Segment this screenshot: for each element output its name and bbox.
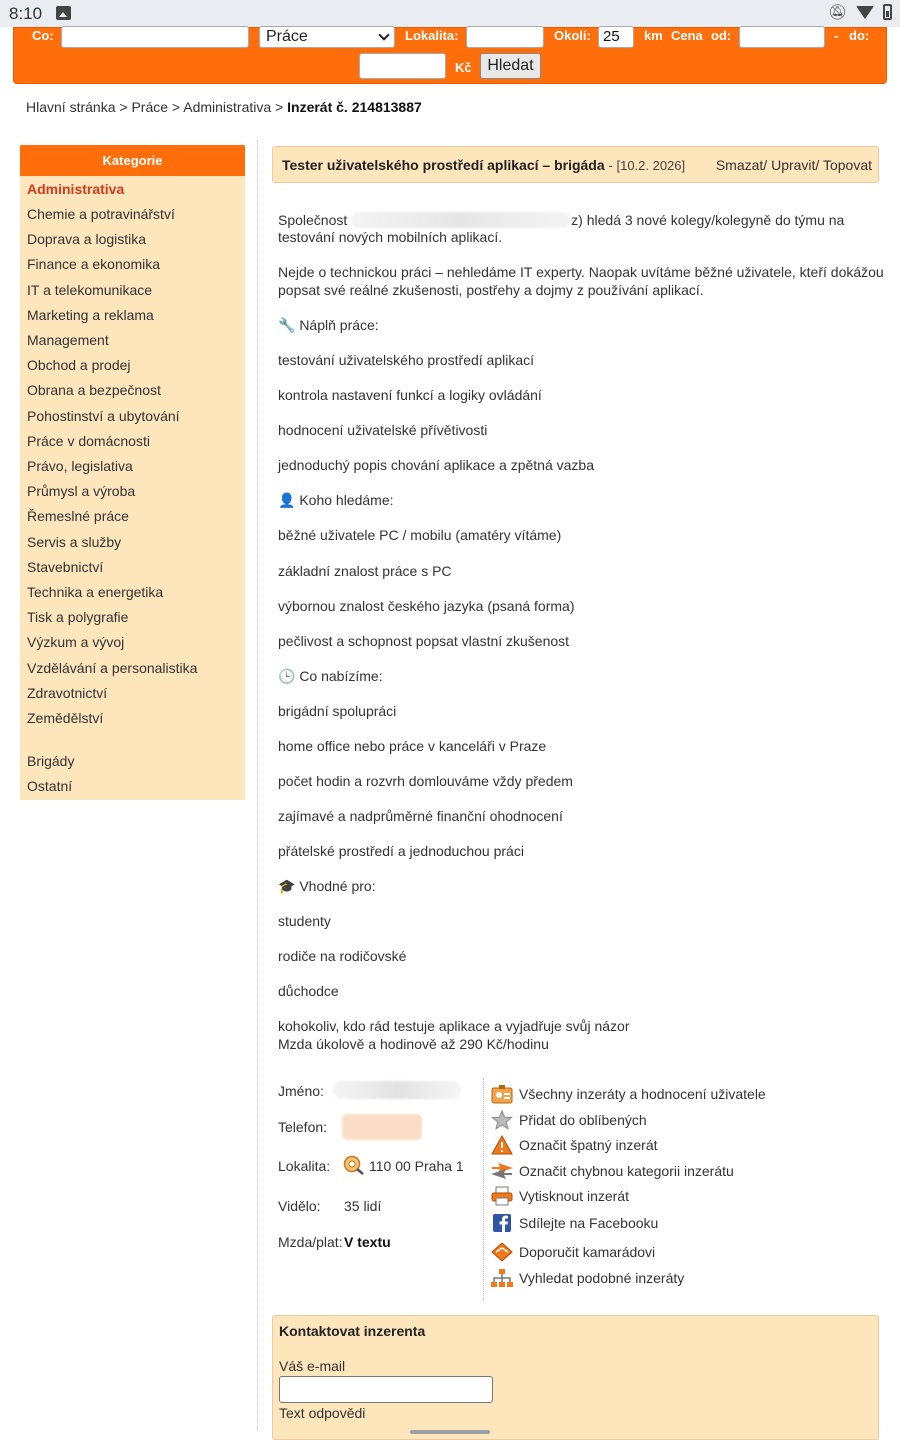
redacted-name	[333, 1081, 461, 1099]
wifi-icon	[856, 6, 874, 19]
link-label: Označit špatný inzerát	[519, 1137, 658, 1153]
sidebar-item-doprava[interactable]: Doprava a logistika	[27, 231, 147, 247]
sidebar-item-servis[interactable]: Servis a služby	[27, 534, 122, 550]
sidebar-item-stavebnictvi[interactable]: Stavebnictví	[27, 559, 104, 575]
link-label: Přidat do oblíbených	[519, 1112, 647, 1128]
sidebar-item-marketing[interactable]: Marketing a reklama	[27, 307, 154, 323]
cena-do-label: do:	[849, 28, 870, 43]
lokalita-input[interactable]	[466, 26, 544, 48]
breadcrumb-current: Inzerát č. 214813887	[287, 99, 422, 115]
nabizime-item: home office nebo práce v kanceláři v Praze	[278, 738, 547, 754]
sidebar-title: Kategorie	[20, 145, 245, 176]
wrong-category-link[interactable]	[490, 1160, 734, 1182]
sidebar-item-brigady[interactable]: Brigády	[27, 753, 75, 769]
breadcrumb-category-link[interactable]: Administrativa	[183, 99, 272, 115]
battery-icon	[883, 4, 892, 20]
swap-arrows-icon	[490, 1160, 514, 1182]
intro-line-1	[278, 212, 844, 229]
naplne-item: hodnocení uživatelské přívětivosti	[278, 422, 488, 438]
currency-label: Kč	[455, 60, 472, 75]
listing-title-line	[282, 157, 685, 173]
paragraph-2-line-1: Nejde o technickou práci – nehledáme IT experty. Naopak uvítáme běžné uživatele, kteří dokážou	[278, 264, 884, 280]
sidebar-item-zemedelstvi[interactable]: Zemědělství	[27, 710, 104, 726]
vhodne-item: důchodce	[278, 983, 339, 999]
column-divider	[257, 140, 258, 1430]
facebook-icon	[490, 1212, 514, 1234]
vhodne-item: rodiče na rodičovské	[278, 948, 407, 964]
telefon-label: Telefon:	[278, 1119, 328, 1135]
naplne-item: kontrola nastavení funkcí a logiky ovládání	[278, 387, 542, 403]
videlo-value: 35 lidí	[344, 1198, 382, 1214]
intro-line-2: testování nových mobilních aplikací.	[278, 229, 503, 245]
breadcrumb	[26, 99, 422, 115]
email-field[interactable]	[279, 1376, 493, 1403]
redacted-phone[interactable]	[342, 1114, 422, 1140]
cena-do-input[interactable]	[359, 53, 446, 79]
paragraph-2-line-2: popsat své reálné zkušenosti, postřehy a dojmy z používání aplikací.	[278, 282, 704, 298]
reply-label: Text odpovědi	[279, 1405, 366, 1421]
clock: 8:10	[9, 4, 43, 23]
sidebar-item-chemie[interactable]: Chemie a potravinářství	[27, 206, 175, 222]
nabizime-item: brigádní spolupráci	[278, 703, 397, 719]
sidebar-item-finance[interactable]: Finance a ekonomika	[27, 256, 161, 272]
print-listing-link[interactable]	[490, 1185, 629, 1207]
listing-header	[272, 146, 879, 183]
closing-line-1: kohokoliv, kdo rád testuje aplikace a vyjadřuje svůj názor	[278, 1018, 630, 1034]
sidebar-item-technika[interactable]: Technika a energetika	[27, 584, 164, 600]
breadcrumb-home-link[interactable]: Hlavní stránka	[26, 99, 116, 115]
sidebar-item-obrana[interactable]: Obrana a bezpečnost	[27, 382, 161, 398]
printer-icon	[490, 1185, 514, 1207]
email-label: Váš e-mail	[279, 1358, 346, 1374]
links-divider	[483, 1078, 484, 1300]
naplne-item: testování uživatelského prostředí aplikací	[278, 352, 535, 368]
lokalita-label: Lokalita:	[278, 1158, 331, 1174]
notifications-off-icon: 🔕︎	[827, 4, 847, 21]
okoli-input[interactable]: 25	[598, 26, 634, 48]
jmeno-label: Jméno:	[278, 1083, 324, 1099]
listing-title: Tester uživatelského prostředí aplikací – brigáda	[282, 157, 605, 173]
closing-line-2: Mzda úkolově a hodinově až 290 Kč/hodinu	[278, 1036, 549, 1052]
intro-end: z) hledá 3 nové kolegy/kolegyně do týmu na	[571, 212, 845, 228]
similar-listings-link[interactable]	[490, 1267, 684, 1289]
add-favorite-link[interactable]	[490, 1109, 647, 1131]
envelope-icon	[490, 1241, 514, 1263]
sidebar-item-vzdelavani[interactable]: Vzdělávání a personalistika	[27, 660, 198, 676]
koho-item: pečlivost a schopnost popsat vlastní zkušenost	[278, 633, 570, 649]
sidebar-item-administrativa[interactable]: Administrativa	[27, 181, 125, 197]
user-card-icon	[490, 1083, 514, 1105]
sidebar-item-pravo[interactable]: Právo, legislativa	[27, 458, 133, 474]
koho-heading: 👤 Koho hledáme:	[278, 492, 394, 508]
cena-od-input[interactable]	[739, 26, 825, 48]
cena-od-label: od:	[711, 28, 732, 43]
redacted-company-name	[351, 212, 571, 228]
breadcrumb-prace-link[interactable]: Práce	[131, 99, 169, 115]
category-sidebar	[20, 145, 245, 800]
recommend-friend-link[interactable]	[490, 1241, 655, 1263]
breadcrumb-separator: >	[275, 99, 284, 115]
sidebar-item-tisk[interactable]: Tisk a polygrafie	[27, 609, 129, 625]
cena-label: Cena	[671, 28, 703, 43]
sidebar-item-management[interactable]: Management	[27, 332, 109, 348]
km-label: km	[644, 28, 663, 43]
co-label: Co:	[32, 28, 54, 43]
category-select[interactable]	[259, 26, 395, 48]
koho-item: základní znalost práce s PC	[278, 563, 452, 579]
sidebar-item-obchod[interactable]: Obchod a prodej	[27, 357, 131, 373]
star-icon	[490, 1109, 514, 1131]
sidebar-item-ostatni[interactable]: Ostatní	[27, 778, 73, 794]
mzda-label: Mzda/plat:	[278, 1234, 343, 1250]
naplne-item: jednoduchý popis chování aplikace a zpětná vazba	[278, 457, 594, 473]
nabizime-item: přátelské prostředí a jednoduchou práci	[278, 843, 524, 859]
warning-icon	[490, 1134, 514, 1156]
sitemap-icon	[490, 1267, 514, 1289]
lokalita-value[interactable]: 110 00 Praha 1	[369, 1158, 464, 1174]
nabizime-item: zajímavé a nadprůměrné finanční ohodnocení	[278, 808, 563, 824]
nabizime-heading: 🕒 Co nabízíme:	[278, 668, 383, 684]
category-select-value: Práce	[266, 28, 308, 45]
lokalita-label: Lokalita:	[405, 28, 459, 43]
share-facebook-link[interactable]	[490, 1212, 658, 1234]
map-search-icon[interactable]	[343, 1155, 365, 1175]
breadcrumb-separator: >	[171, 99, 181, 115]
okoli-label: Okolí:	[554, 28, 591, 43]
sidebar-item-zdravotnictvi[interactable]: Zdravotnictví	[27, 685, 108, 701]
dash: -	[834, 28, 839, 43]
koho-item: výbornou znalost českého jazyka (psaná forma)	[278, 598, 575, 614]
listing-date: - [10.2. 2026]	[608, 158, 686, 173]
nabizime-item: počet hodin a rozvrh domlouváme vždy předem	[278, 773, 573, 789]
vhodne-item: studenty	[278, 913, 331, 929]
image-notification-icon	[56, 6, 71, 20]
contact-form	[272, 1315, 879, 1440]
link-label: Označit chybnou kategorii inzerátu	[519, 1163, 734, 1179]
sidebar-item-vyzkum[interactable]: Výzkum a vývoj	[27, 634, 125, 650]
contact-heading: Kontaktovat inzerenta	[279, 1323, 426, 1339]
chevron-down-icon	[378, 29, 389, 40]
videlo-label: Vidělo:	[278, 1198, 321, 1214]
link-label: Vyhledat podobné inzeráty	[519, 1270, 685, 1286]
status-bar	[0, 0, 900, 27]
sidebar-item-domacnost[interactable]: Práce v domácnosti	[27, 433, 150, 449]
link-label: Sdílejte na Facebooku	[519, 1215, 659, 1231]
all-listings-link[interactable]	[490, 1083, 766, 1105]
sidebar-item-prumysl[interactable]: Průmysl a výroba	[27, 483, 136, 499]
search-button[interactable]: Hledat	[480, 53, 541, 79]
mzda-value: V textu	[344, 1234, 391, 1250]
listing-actions[interactable]: Smazat/ Upravit/ Topovat	[715, 157, 872, 173]
link-label: Všechny inzeráty a hodnocení uživatele	[519, 1086, 766, 1102]
sidebar-item-pohostinstvi[interactable]: Pohostinství a ubytování	[27, 408, 180, 424]
link-label: Vytisknout inzerát	[519, 1188, 629, 1204]
koho-item: běžné uživatele PC / mobilu (amatéry vítáme)	[278, 527, 562, 543]
naplne-heading: 🔧 Náplň práce:	[278, 317, 379, 333]
gesture-nav-bar[interactable]	[410, 1430, 490, 1434]
link-label: Doporučit kamarádovi	[519, 1244, 656, 1260]
sidebar-item-it[interactable]: IT a telekomunikace	[27, 282, 153, 298]
report-listing-link[interactable]	[490, 1134, 658, 1156]
co-input[interactable]	[61, 26, 249, 48]
search-bar	[13, 27, 887, 84]
sidebar-item-remeslne[interactable]: Řemeslné práce	[27, 508, 129, 524]
vhodne-heading: 🎓 Vhodné pro:	[278, 878, 376, 894]
breadcrumb-separator: >	[119, 99, 128, 115]
intro-start: Společnost	[278, 212, 348, 228]
